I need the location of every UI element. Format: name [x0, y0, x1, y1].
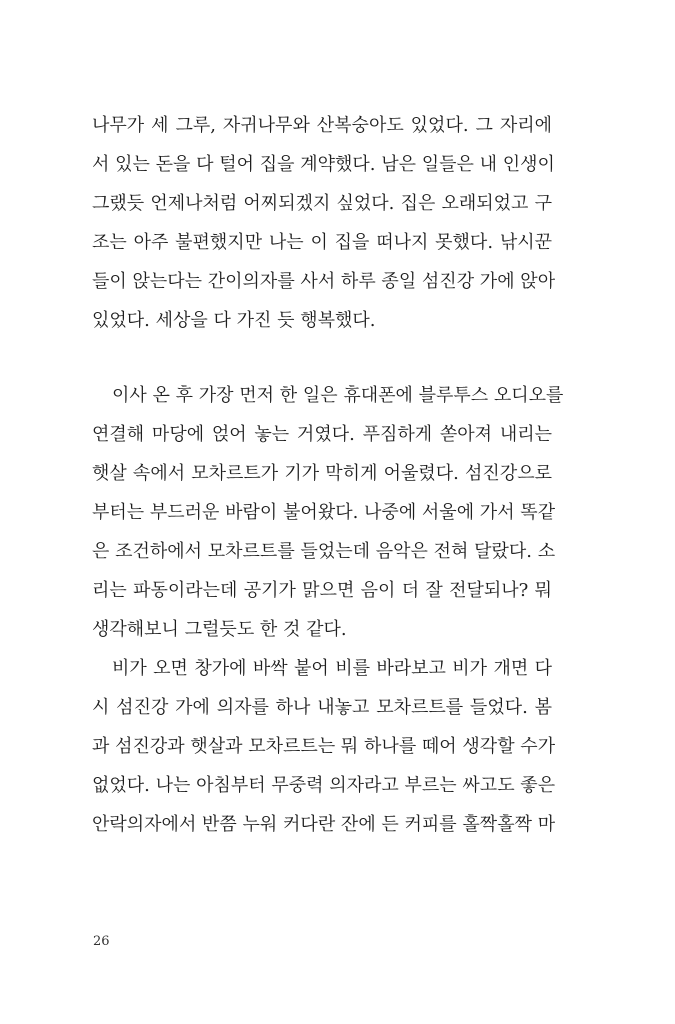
- text-line: 햇살 속에서 모차르트가 기가 막히게 어울렸다. 섬진강으로: [92, 463, 552, 484]
- text-line: 안락의자에서 반쯤 누워 커다란 잔에 든 커피를 홀짝홀짝 마: [92, 814, 556, 835]
- text-line: 그랬듯 언제나처럼 어찌되겠지 싶었다. 집은 오래되었고 구: [92, 193, 552, 214]
- text-line: 조는 아주 불편했지만 나는 이 집을 떠나지 못했다. 낚시꾼: [92, 232, 552, 253]
- text-line: 없었다. 나는 아침부터 무중력 의자라고 부르는 싸고도 좋은: [92, 775, 556, 796]
- text-line: 생각해보니 그럴듯도 한 것 같다.: [92, 619, 347, 640]
- page-number: 26: [93, 934, 110, 949]
- text-line: 서 있는 돈을 다 털어 집을 계약했다. 남은 일들은 내 인생이: [92, 154, 555, 175]
- text-line: 부터는 부드러운 바람이 불어왔다. 나중에 서울에 가서 똑같: [92, 502, 556, 523]
- text-line: 리는 파동이라는데 공기가 맑으면 음이 더 잘 전달되나? 뭐: [92, 580, 552, 601]
- text-line: 있었다. 세상을 다 가진 듯 행복했다.: [92, 310, 376, 331]
- text-line: 은 조건하에서 모차르트를 들었는데 음악은 전혀 달랐다. 소: [92, 541, 556, 562]
- text-line: 시 섬진강 가에 의자를 하나 내놓고 모차르트를 들었다. 봄: [92, 697, 552, 718]
- text-line: 이사 온 후 가장 먼저 한 일은 휴대폰에 블루투스 오디오를: [112, 385, 564, 406]
- text-line: 나무가 세 그루, 자귀나무와 산복숭아도 있었다. 그 자리에: [92, 115, 552, 136]
- text-line: 과 섬진강과 햇살과 모차르트는 뭐 하나를 떼어 생각할 수가: [92, 736, 556, 757]
- text-line: 들이 앉는다는 간이의자를 사서 하루 종일 섬진강 가에 앉아: [92, 271, 556, 292]
- text-line: 연결해 마당에 얹어 놓는 거였다. 푸짐하게 쏟아져 내리는: [92, 424, 552, 445]
- text-line: 비가 오면 창가에 바싹 붙어 비를 바라보고 비가 개면 다: [112, 658, 552, 679]
